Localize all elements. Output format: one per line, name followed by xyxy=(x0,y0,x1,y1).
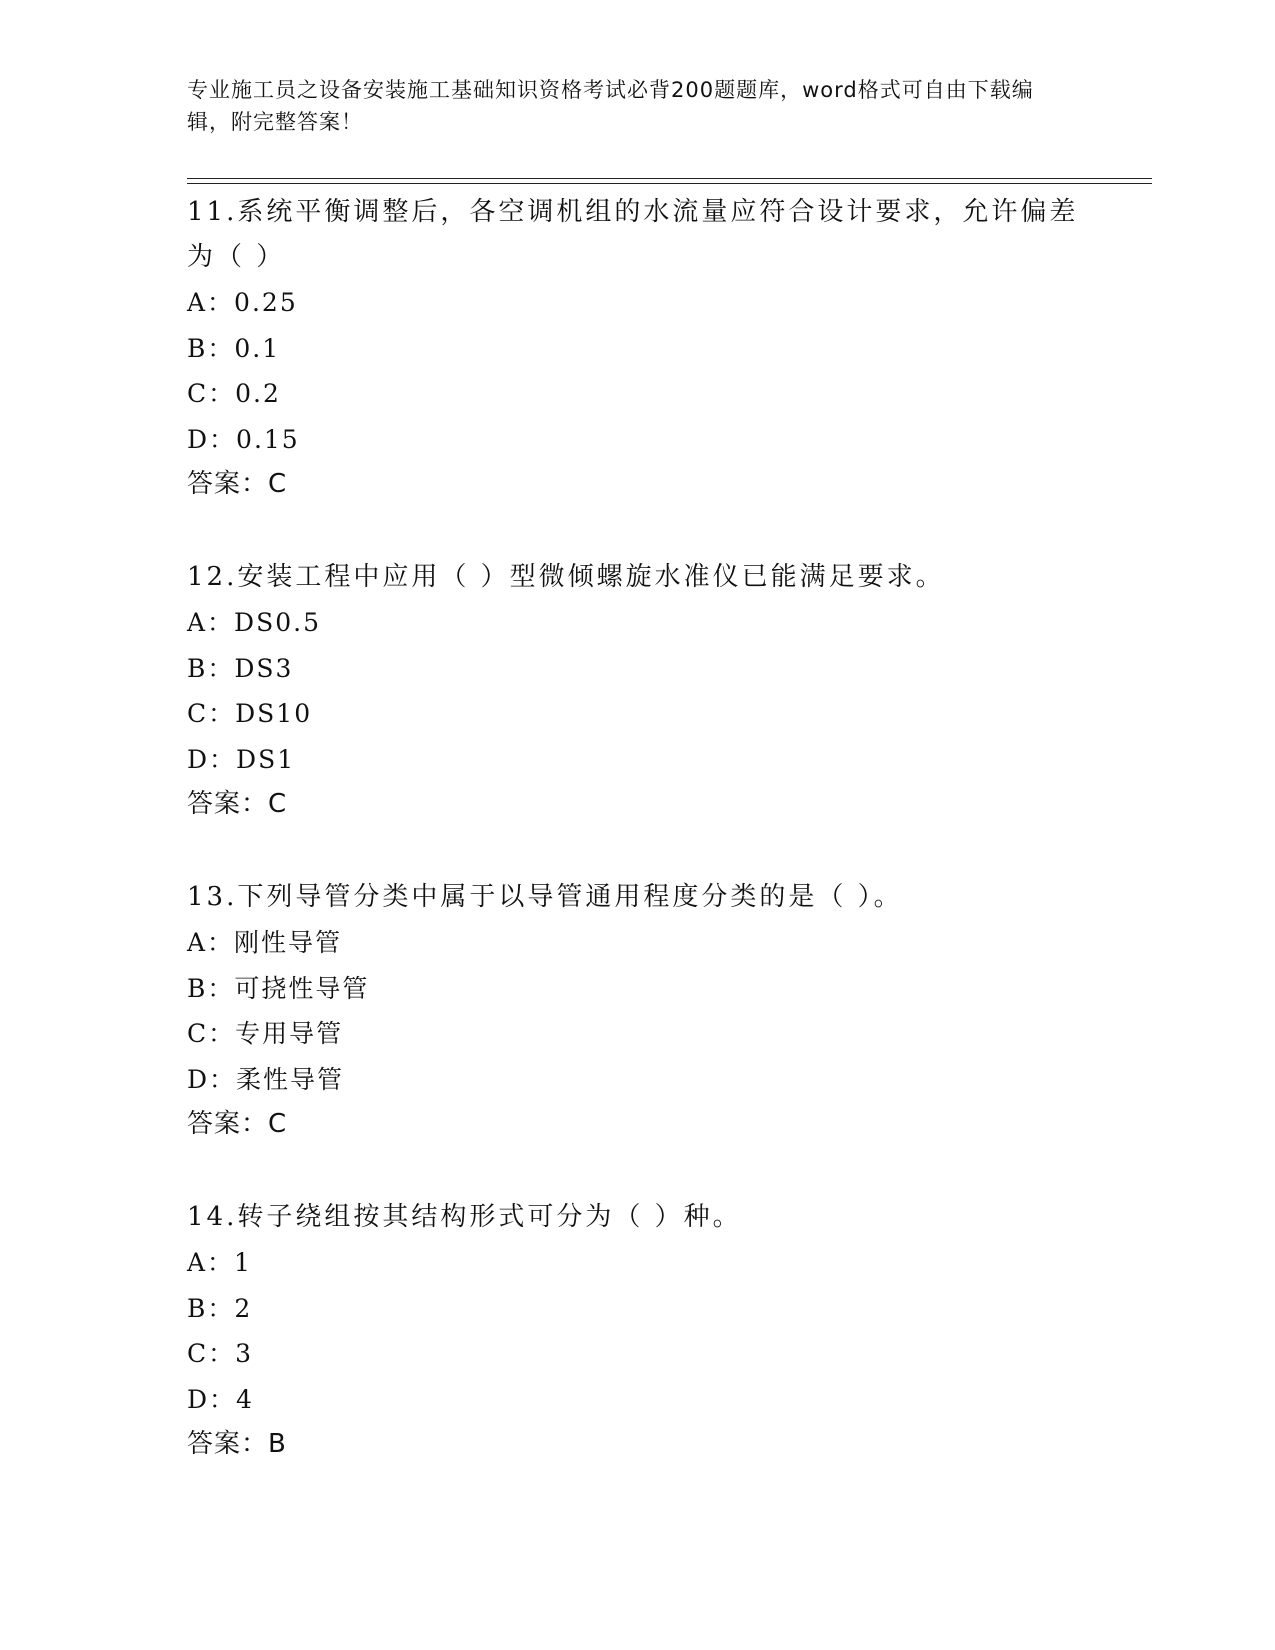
question-list xyxy=(187,190,1087,1515)
question-stem: 12.安装工程中应用（ ）型微倾螺旋水准仪已能满足要求。 xyxy=(187,562,945,592)
question-stem: 11.系统平衡调整后，各空调机组的水流量应符合设计要求，允许偏差为（ ） xyxy=(187,197,1079,272)
answer-line: 答案：C xyxy=(187,1109,288,1139)
option-d: D：DS1 xyxy=(187,744,296,774)
question-stem: 13.下列导管分类中属于以导管通用程度分类的是（ ）。 xyxy=(187,882,903,912)
option-a: A：1 xyxy=(187,1248,252,1277)
option-c: C：0.2 xyxy=(187,379,281,408)
question-stem: 14.转子绕组按其结构形式可分为（ ）种。 xyxy=(187,1202,742,1232)
option-d: D：4 xyxy=(187,1384,254,1414)
option-c: C：专用导管 xyxy=(187,1019,344,1048)
answer-line: 答案：C xyxy=(187,789,288,819)
option-d: D：0.15 xyxy=(187,424,300,454)
question-14 xyxy=(187,1195,1087,1467)
answer-line: 答案：C xyxy=(187,469,288,499)
option-a: A：刚性导管 xyxy=(187,928,343,957)
option-b: B：2 xyxy=(187,1293,253,1323)
answer-line: 答案：B xyxy=(187,1429,287,1459)
header-divider-bottom xyxy=(187,183,1152,184)
question-13 xyxy=(187,875,1087,1147)
question-12 xyxy=(187,555,1087,827)
option-d: D：柔性导管 xyxy=(187,1064,345,1094)
option-b: B：DS3 xyxy=(187,653,294,683)
option-c: C：DS10 xyxy=(187,699,313,728)
option-a: A：0.25 xyxy=(187,288,298,317)
document-header: 专业施工员之设备安装施工基础知识资格考试必背200题题库，word格式可自由下载编辑，附完整答案！ xyxy=(187,78,1034,134)
option-a: A：DS0.5 xyxy=(187,608,321,637)
option-b: B：0.1 xyxy=(187,333,281,363)
question-11 xyxy=(187,190,1087,507)
option-b: B：可挠性导管 xyxy=(187,973,370,1003)
option-c: C：3 xyxy=(187,1339,254,1368)
header-divider-top xyxy=(187,178,1152,179)
